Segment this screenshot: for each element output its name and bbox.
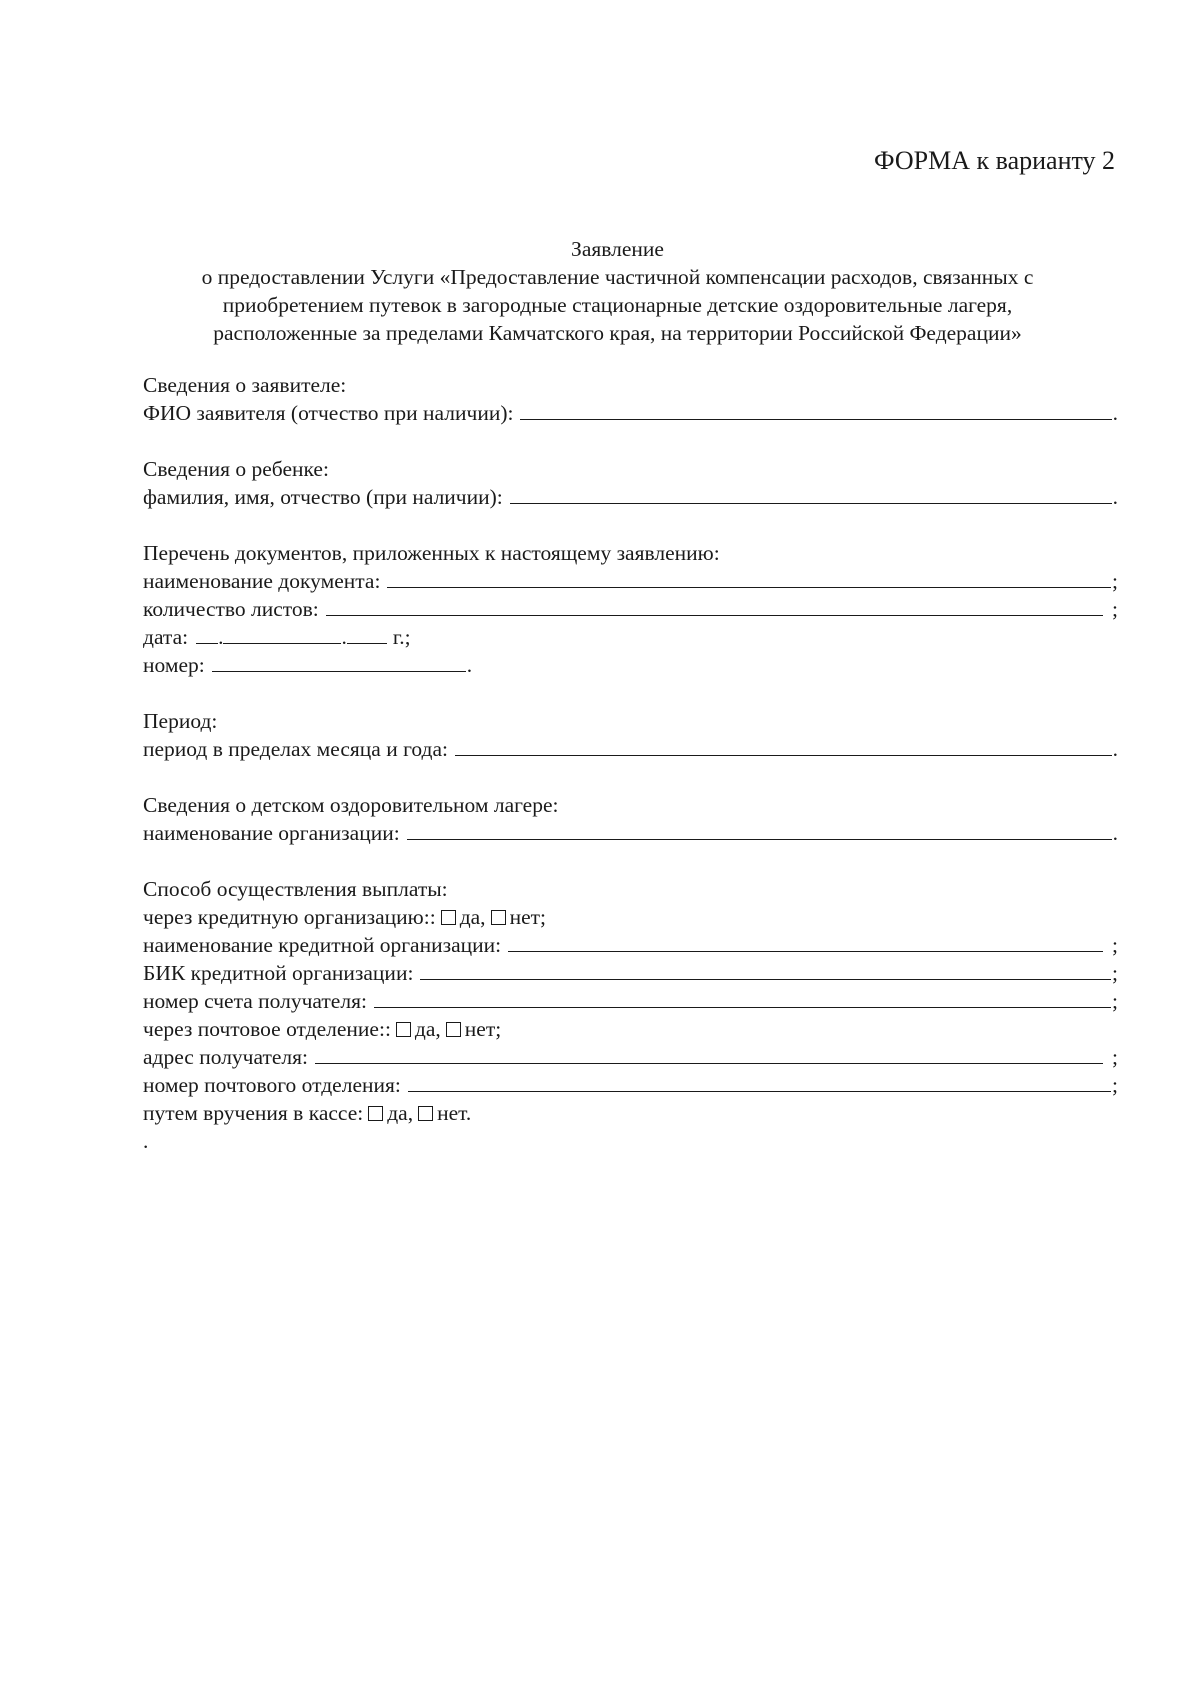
form-variant-label: ФОРМА к варианту 2 <box>874 146 1115 175</box>
document-date-label: дата: <box>143 625 189 649</box>
post-office-field[interactable] <box>408 1071 1111 1092</box>
bik-label: БИК кредитной организации: <box>143 961 414 985</box>
trailing-dot-row <box>143 1127 1118 1155</box>
document-sheets-label: количество листов: <box>143 597 319 621</box>
payment-cash-row: путем вручения в кассе: да, нет. <box>143 1101 472 1125</box>
payment-post-row: через почтовое отделение:: да, нет; <box>143 1017 502 1041</box>
post-office-label: номер почтового отделения: <box>143 1073 401 1097</box>
payment-cash-label: путем вручения в кассе: <box>143 1101 364 1125</box>
document-number-label: номер: <box>143 653 205 677</box>
camp-org-field[interactable] <box>407 819 1112 840</box>
post-office-row: номер почтового отделения: ; <box>143 1073 1118 1097</box>
period-field[interactable] <box>455 735 1112 756</box>
address-field[interactable] <box>315 1043 1103 1064</box>
documents-section-title: Перечень документов, приложенных к настоящему заявлению: <box>143 541 720 565</box>
post-yes-checkbox[interactable] <box>396 1022 411 1037</box>
address-row: адрес получателя: ; <box>143 1045 1118 1069</box>
trailing-dot: . <box>143 1129 149 1153</box>
account-field[interactable] <box>374 987 1111 1008</box>
credit-no-checkbox[interactable] <box>491 910 506 925</box>
camp-section-title: Сведения о детском оздоровительном лагере: <box>143 793 559 817</box>
bik-row: БИК кредитной организации: ; <box>143 961 1118 985</box>
date-year-field[interactable] <box>347 623 387 644</box>
camp-org-row: наименование организации: . <box>143 821 1118 845</box>
applicant-section-title: Сведения о заявителе: <box>143 373 347 397</box>
heading-line-3: расположенные за пределами Камчатского края, на территории Российской Федерации» <box>213 321 1022 345</box>
document-name-label: наименование документа: <box>143 569 381 593</box>
address-label: адрес получателя: <box>143 1045 309 1069</box>
child-name-row: фамилия, имя, отчество (при наличии): . <box>143 485 1118 509</box>
date-day-field[interactable] <box>196 623 218 644</box>
child-section-title: Сведения о ребенке: <box>143 457 329 481</box>
payment-section-title: Способ осуществления выплаты: <box>143 877 448 901</box>
applicant-fio-label: ФИО заявителя (отчество при наличии): <box>143 401 514 425</box>
period-label: период в пределах месяца и года: <box>143 737 448 761</box>
period-section-title: Период: <box>143 709 218 733</box>
bank-name-row: наименование кредитной организации: ; <box>143 933 1118 957</box>
document-number-row: номер: . <box>143 653 473 677</box>
payment-post-label: через почтовое отделение:: <box>143 1017 391 1041</box>
form-body <box>143 371 1118 1155</box>
child-name-label: фамилия, имя, отчество (при наличии): <box>143 485 503 509</box>
credit-yes-checkbox[interactable] <box>441 910 456 925</box>
document-heading <box>130 235 1105 347</box>
document-number-field[interactable] <box>212 651 466 672</box>
account-label: номер счета получателя: <box>143 989 367 1013</box>
bik-field[interactable] <box>420 959 1111 980</box>
applicant-fio-row: ФИО заявителя (отчество при наличии): . <box>143 401 1118 425</box>
document-sheets-row: количество листов: ; <box>143 597 1118 621</box>
child-name-field[interactable] <box>510 483 1112 504</box>
post-no-checkbox[interactable] <box>446 1022 461 1037</box>
camp-org-label: наименование организации: <box>143 821 400 845</box>
cash-yes-checkbox[interactable] <box>368 1106 383 1121</box>
payment-credit-label: через кредитную организацию:: <box>143 905 436 929</box>
period-row: период в пределах месяца и года: . <box>143 737 1118 761</box>
heading-line-1: о предоставлении Услуги «Предоставление частичной компенсации расходов, связанных с <box>201 265 1034 289</box>
date-month-field[interactable] <box>223 623 341 644</box>
document-sheets-field[interactable] <box>326 595 1103 616</box>
heading-line-2: приобретением путевок в загородные стационарные детские оздоровительные лагеря, <box>222 293 1013 317</box>
applicant-fio-field[interactable] <box>520 399 1111 420</box>
document-date-row: дата: . . г.; <box>143 625 411 649</box>
document-name-row: наименование документа: ; <box>143 569 1118 593</box>
bank-name-label: наименование кредитной организации: <box>143 933 502 957</box>
account-row: номер счета получателя: ; <box>143 989 1118 1013</box>
document-title: Заявление <box>571 237 664 261</box>
bank-name-field[interactable] <box>508 931 1103 952</box>
document-name-field[interactable] <box>387 567 1111 588</box>
payment-credit-row: через кредитную организацию:: да, нет; <box>143 905 546 929</box>
cash-no-checkbox[interactable] <box>418 1106 433 1121</box>
